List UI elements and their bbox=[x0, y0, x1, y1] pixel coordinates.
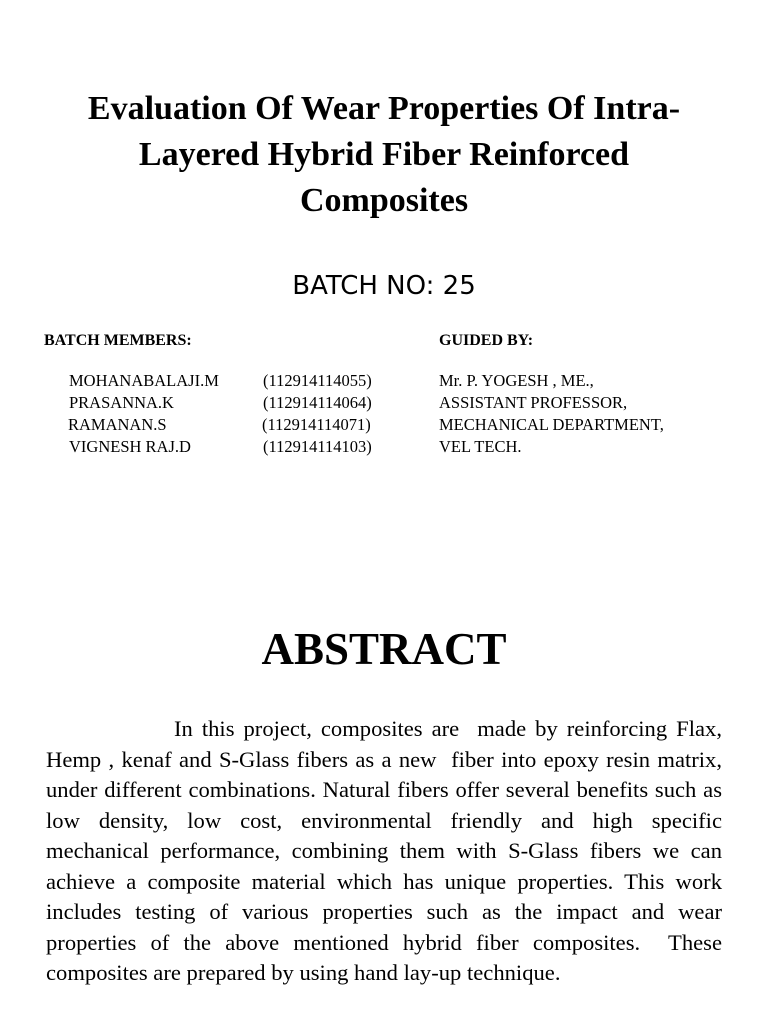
member-name: VIGNESH RAJ.D bbox=[69, 437, 191, 456]
guide-line: MECHANICAL DEPARTMENT, bbox=[439, 415, 664, 434]
member-name: PRASANNA.K bbox=[69, 393, 174, 412]
document-title bbox=[0, 86, 768, 224]
member-row bbox=[69, 392, 372, 414]
batch-members-list bbox=[69, 370, 372, 458]
batch-number: BATCH NO: 25 bbox=[292, 271, 476, 301]
guided-by-heading: GUIDED BY: bbox=[439, 332, 534, 349]
member-name: MOHANABALAJI.M bbox=[69, 371, 219, 390]
member-id: (112914114103) bbox=[263, 437, 372, 456]
title-line: Layered Hybrid Fiber Reinforced bbox=[138, 136, 630, 173]
title-line: Composites bbox=[299, 182, 469, 219]
member-name: RAMANAN.S bbox=[68, 415, 167, 434]
guide-line: Mr. P. YOGESH , ME., bbox=[439, 371, 594, 390]
member-id: (112914114064) bbox=[263, 393, 372, 412]
member-row bbox=[69, 414, 372, 436]
member-row bbox=[69, 370, 372, 392]
guide-line: VEL TECH. bbox=[439, 437, 522, 456]
batch-members-heading: BATCH MEMBERS: bbox=[44, 332, 192, 349]
abstract-heading: ABSTRACT bbox=[261, 624, 507, 674]
guide-line: ASSISTANT PROFESSOR, bbox=[439, 393, 628, 412]
abstract-body: In this project, composites are made by reinforcing Flax, Hemp , kenaf and S-Glass fibers as a new fiber into epoxy resin matrix, under different combinations. Natural fibers offer several benefits such as low density, low cost, environmental friendly and high specific mechanical performance, combining them with S-Glass fibers we can achieve a composite material which has unique properties. This work includes testing of various properties such as the impact and wear properties of the above mentioned hybrid fiber composites. These composites are prepared by using hand lay-up technique. bbox=[46, 716, 728, 985]
member-id: (112914114055) bbox=[263, 371, 372, 390]
member-row bbox=[69, 436, 372, 458]
guide-details bbox=[439, 370, 664, 458]
title-line: Evaluation Of Wear Properties Of Intra- bbox=[87, 90, 681, 127]
member-id: (112914114071) bbox=[262, 415, 371, 434]
